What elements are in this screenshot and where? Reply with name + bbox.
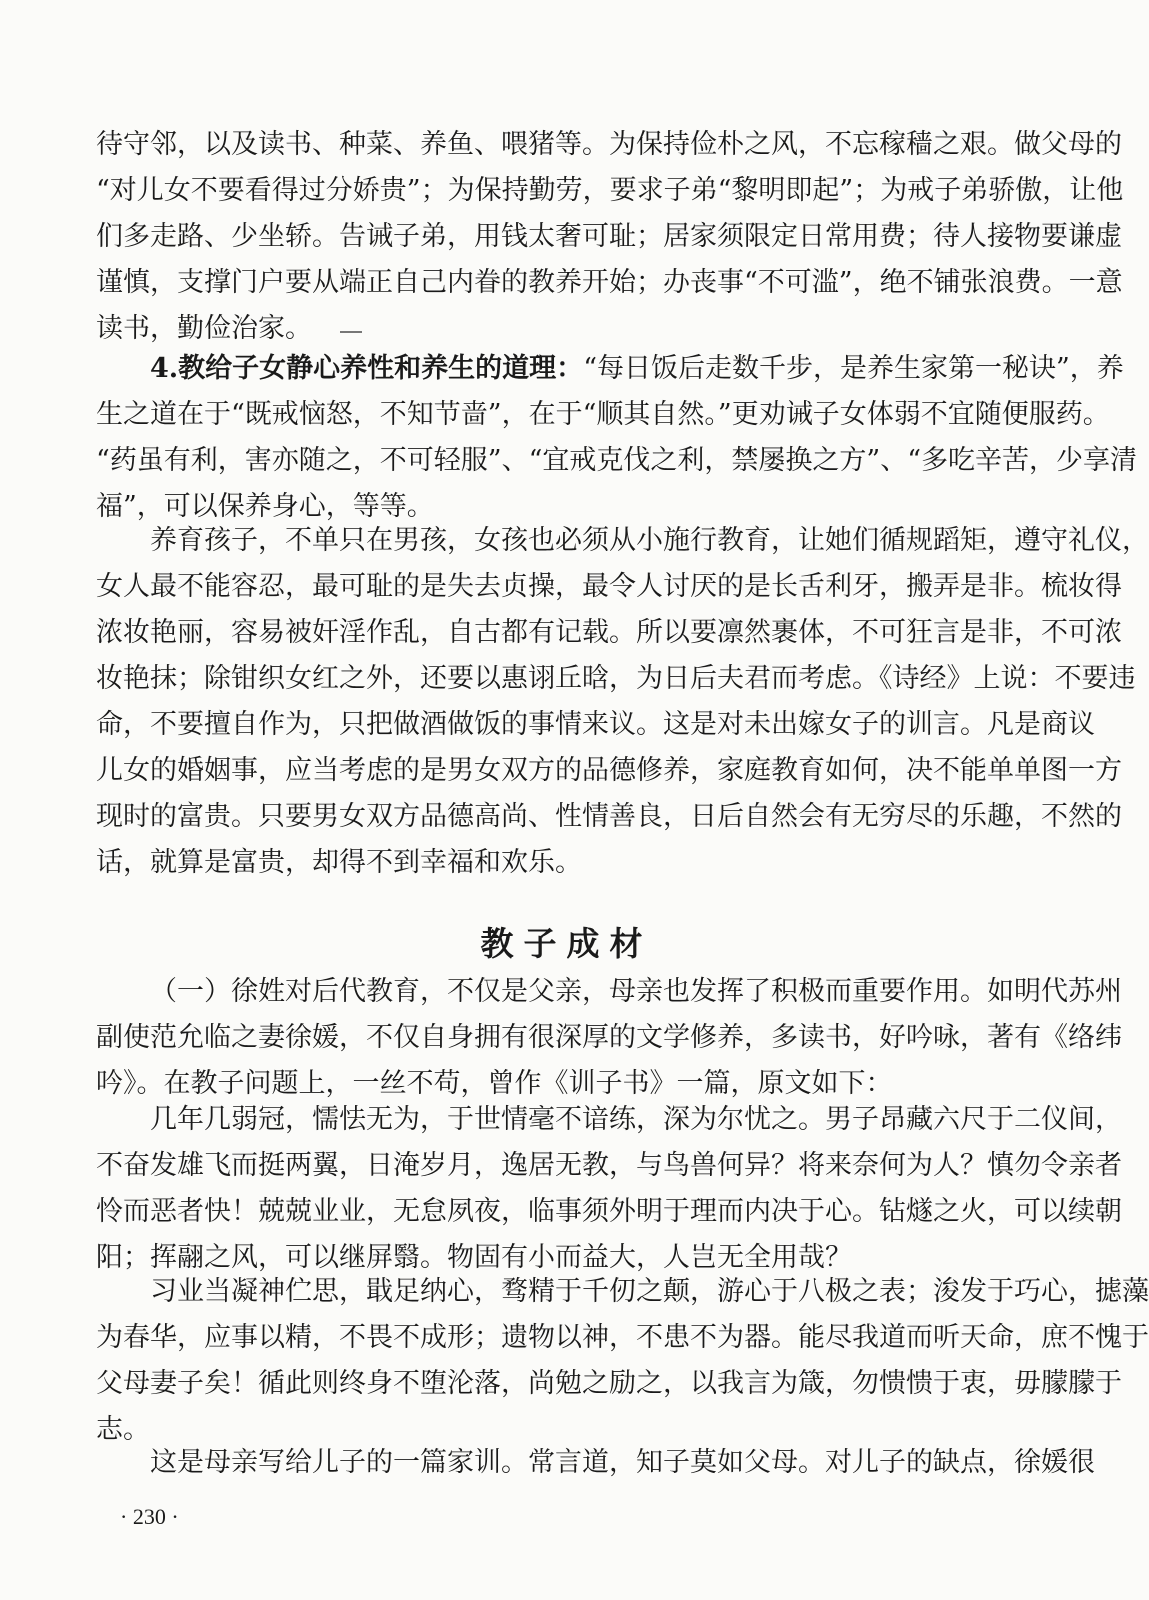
text-line: 谨慎，支撑门户要从端正自己内眷的教养开始；办丧事“不可滥”，绝不铺张浪费。一意 <box>96 267 1123 298</box>
text-line: 为春华，应事以精，不畏不成形；遗物以神，不患不为器。能尽我道而听天命，庶不愧于 <box>96 1322 1149 1353</box>
text-line: 几年几弱冠，懦怯无为，于世情毫不谙练，深为尔忧之。男子昂藏六尺于二仪间， <box>150 1104 1122 1135</box>
text-line: 命，不要擅自作为，只把做酒做饭的事情来议。这是对未出嫁女子的训言。凡是商议 <box>96 709 1095 740</box>
paragraph-frugality <box>96 122 1124 352</box>
paragraph-daughters <box>96 518 1149 886</box>
text-line: 志。 <box>96 1414 150 1445</box>
text-line: 吟》。在教子问题上，一丝不苟，曾作《训子书》一篇，原文如下： <box>96 1068 893 1099</box>
text-line: 父母妻子矣！循此则终身不堕沦落，尚勉之励之，以我言为箴，勿愦愦于衷，毋朦朦于 <box>96 1368 1122 1399</box>
text-line: 阳；挥翮之风，可以继屏翳。物固有小而益大，人岂无全用哉？ <box>96 1242 852 1273</box>
paragraph-health <box>96 346 1138 530</box>
text-line: 妆艳抹；除钳织女红之外，还要以惠诩丘晗，为日后夫君而考虑。《诗经》上说：不要违 <box>96 663 1136 694</box>
text-line: 浓妆艳丽，容易被奸淫作乱，自古都有记载。所以要凛然裹体，不可狂言是非，不可浓 <box>96 617 1122 648</box>
page-number: · 230 · <box>120 1504 179 1529</box>
scan-mark <box>340 331 362 333</box>
text-line: 不奋发雄飞而挺两翼，日淹岁月，逸居无教，与鸟兽何异？将来奈何为人？慎勿令亲者 <box>96 1150 1122 1181</box>
text-line: 副使范允临之妻徐媛，不仅自身拥有很深厚的文学修养，多读书，好吟咏，著有《络纬 <box>96 1022 1122 1053</box>
text-line: （一）徐姓对后代教育，不仅是父亲，母亲也发挥了积极而重要作用。如明代苏州 <box>150 976 1122 1007</box>
paragraph-quote-2 <box>96 1269 1149 1453</box>
text-line: 生之道在于“既戒恼怒，不知节啬”，在于“顺其自然。”更劝诫子女体弱不宜随便服药。 <box>96 399 1110 430</box>
text-line: 女人最不能容忍，最可耻的是失去贞操，最令人讨厌的是长舌利牙，搬弄是非。梳妆得 <box>96 571 1122 602</box>
text-line: 现时的富贵。只要男女双方品德高尚、性情善良，日后自然会有无穷尽的乐趣，不然的 <box>96 801 1122 832</box>
text-line: 养育孩子，不单只在男孩，女孩也必须从小施行教育，让她们循规蹈矩，遵守礼仪， <box>150 525 1149 556</box>
text-line: 话，就算是富贵，却得不到幸福和欢乐。 <box>96 847 582 878</box>
text-line: 们多走路、少坐轿。告诫子弟，用钱太奢可耻；居家须限定日常用费；待人接物要谦虚 <box>96 221 1122 252</box>
text-span: “每日饭后走数千步，是养生家第一秘诀”，养 <box>583 353 1124 384</box>
numbered-point-heading: 4.教给子女静心养性和养生的道理： <box>150 353 584 384</box>
text-line: 读书，勤俭治家。 <box>96 313 312 344</box>
section-heading: 教子成材 <box>480 924 653 963</box>
text-line: 福”，可以保养身心，等等。 <box>96 491 434 522</box>
text-line: 习业当凝神伫思，戢足纳心，骛精于千仞之颠，游心于八极之表；浚发于巧心，摅藻 <box>150 1276 1149 1307</box>
text-line: 儿女的婚姻事，应当考虑的是男女双方的品德修养，家庭教育如何，决不能单单图一方 <box>96 755 1122 786</box>
text-line: “对儿女不要看得过分娇贵”；为保持勤劳，要求子弟“黎明即起”；为戒子弟骄傲，让他 <box>96 175 1124 206</box>
paragraph-xu-yuan <box>96 969 1122 1107</box>
text-line: 这是母亲写给儿子的一篇家训。常言道，知子莫如父母。对儿子的缺点，徐媛很 <box>150 1447 1095 1478</box>
paragraph-commentary <box>96 1440 1095 1486</box>
text-line: 怜而恶者快！兢兢业业，无怠夙夜，临事须外明于理而内决于心。钻燧之火，可以续朝 <box>96 1196 1122 1227</box>
text-line: “药虽有利，害亦随之，不可轻服”、“宜戒克伐之利，禁屡换之方”、“多吃辛苦，少享清 <box>96 445 1138 476</box>
text-line: 待守邻，以及读书、种菜、养鱼、喂猪等。为保持俭朴之风，不忘稼穑之艰。做父母的 <box>96 129 1122 160</box>
paragraph-quote-1 <box>96 1097 1122 1281</box>
text-line <box>96 346 1124 392</box>
